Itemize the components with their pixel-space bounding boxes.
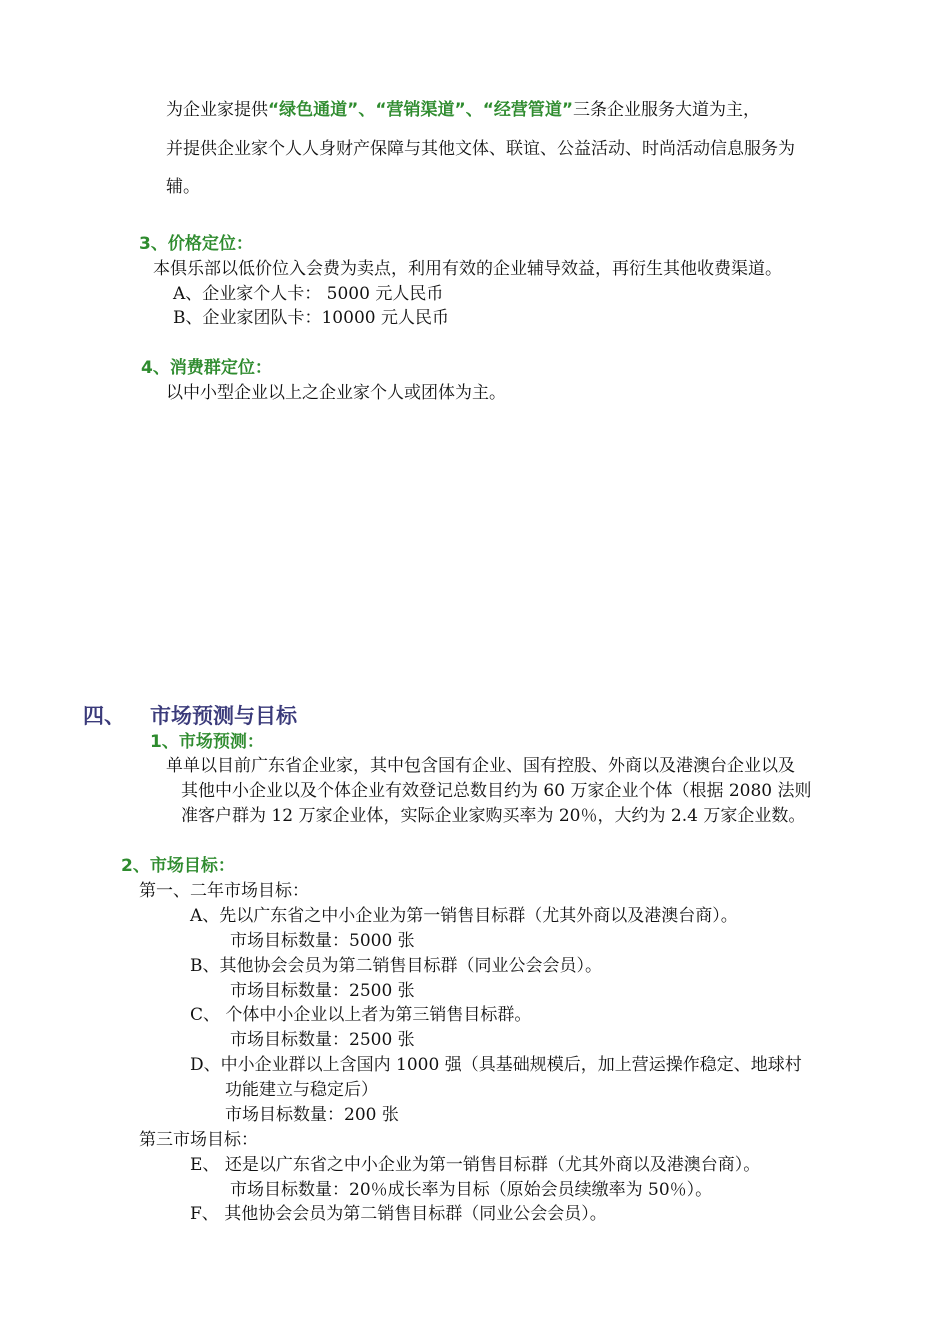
consumer-desc: 以中小型企业以上之企业家个人或团体为主。 [166, 383, 506, 403]
target-c: C、 个体中小企业以上者为第三销售目标群。 [190, 1005, 532, 1025]
intro-line-1-prefix: 为企业家提供 [166, 100, 268, 120]
target-d-line-2: 功能建立与稳定后） [225, 1080, 378, 1100]
forecast-line-3: 准客户群为 12 万家企业体，实际企业家购买率为 20％，大约为 2.4 万家企业数。 [181, 806, 806, 826]
target-a: A、先以广东省之中小企业为第一销售目标群（尤其外商以及港澳台商）。 [190, 906, 738, 926]
target-f: F、 其他协会会员为第二销售目标群（同业公会会员）。 [190, 1204, 607, 1224]
consumer-heading: 4、消费群定位： [141, 358, 272, 378]
target-e: E、 还是以广东省之中小企业为第一销售目标群（尤其外商以及港澳台商）。 [190, 1155, 761, 1175]
targets-year12: 第一、二年市场目标： [139, 881, 309, 901]
price-item-b: B、企业家团队卡：10000 元人民币 [173, 308, 449, 328]
forecast-line-2: 其他中小企业以及个体企业有效登记总数目约为 60 万家企业个体（根据 2080 法则 [181, 781, 812, 801]
price-item-a: A、企业家个人卡： 5000 元人民币 [173, 284, 444, 304]
intro-line-1-suffix: 三条企业服务大道为主， [573, 100, 761, 120]
intro-line-3: 辅。 [166, 177, 200, 197]
target-d-qty: 市场目标数量：200 张 [225, 1105, 399, 1125]
target-b: B、其他协会会员为第二销售目标群（同业公会会员）。 [190, 956, 602, 976]
targets-heading: 2、市场目标： [121, 856, 235, 876]
targets-year3: 第三市场目标： [139, 1130, 258, 1150]
target-c-qty: 市场目标数量：2500 张 [230, 1030, 415, 1050]
intro-line-2: 并提供企业家个人人身财产保障与其他文体、联谊、公益活动、时尚活动信息服务为 [166, 139, 795, 159]
section-4-number: 四、 [83, 704, 125, 728]
target-d-line-1: D、中小企业群以上含国内 1000 强（具基础规模后，加上营运操作稳定、地球村 [190, 1055, 802, 1075]
intro-line-1 [166, 100, 760, 120]
target-b-qty: 市场目标数量：2500 张 [230, 981, 415, 1001]
target-e-qty: 市场目标数量：20％成长率为目标（原始会员续缴率为 50％）。 [230, 1180, 713, 1200]
forecast-heading: 1、市场预测： [150, 732, 264, 752]
section-4-title: 市场预测与目标 [150, 704, 297, 728]
target-a-qty: 市场目标数量：5000 张 [230, 931, 415, 951]
intro-highlight-channels: “绿色通道”、“营销渠道”、“经营管道” [268, 100, 574, 120]
price-desc: 本俱乐部以低价位入会费为卖点，利用有效的企业辅导效益，再衍生其他收费渠道。 [153, 259, 782, 279]
forecast-line-1: 单单以目前广东省企业家，其中包含国有企业、国有控股、外商以及港澳台企业以及 [166, 756, 795, 776]
price-heading: 3、价格定位： [139, 234, 253, 254]
